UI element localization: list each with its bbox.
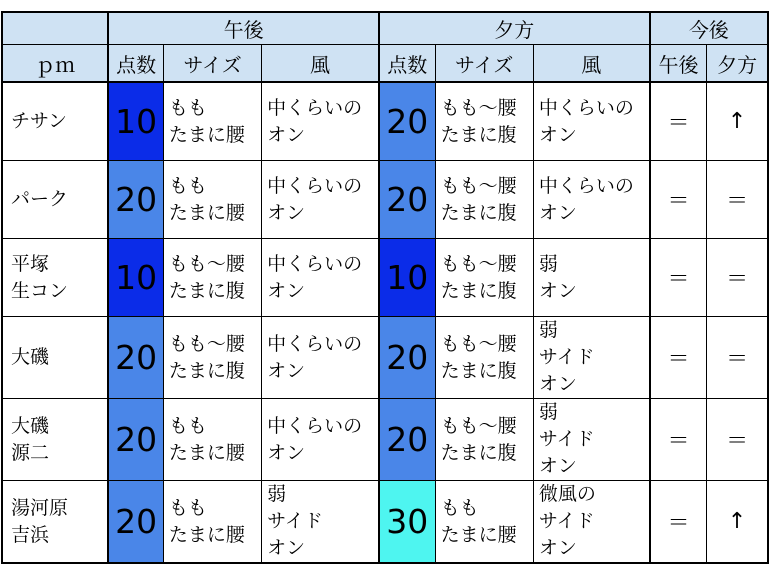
evening-size-cell-line: たまに腰 (440, 523, 517, 546)
pm-size-cell[interactable] (163, 481, 261, 564)
evening-wind-cell-line: オン (538, 279, 577, 302)
pm-wind-cell[interactable] (262, 82, 379, 161)
pm-wind-cell-line: オン (267, 123, 306, 146)
location-cell[interactable] (2, 239, 108, 317)
table-row (2, 317, 768, 399)
table-row (2, 399, 768, 481)
evening-size-cell[interactable] (435, 82, 533, 161)
pm-size-cell-line: たまに腰 (168, 123, 245, 146)
forecast-table (1, 11, 769, 564)
pm-score-cell[interactable]: 20 (108, 317, 163, 399)
evening-score-cell[interactable]: 20 (379, 317, 435, 399)
pm-wind-cell-line: 中くらいの (267, 252, 363, 275)
evening-size-cell[interactable] (435, 161, 533, 239)
evening-size-cell-line: たまに腹 (440, 279, 517, 302)
pm-size-cell[interactable] (163, 317, 261, 399)
trend-evening-cell[interactable]: ↑ (707, 82, 768, 161)
location-cell-line: 湯河原 (11, 496, 69, 519)
location-cell-line: パーク (11, 188, 69, 210)
evening-score-cell[interactable]: 20 (379, 161, 435, 239)
evening-wind-cell-line: オン (538, 455, 577, 477)
pm-wind-cell-line: オン (267, 201, 306, 224)
evening-wind-cell-line: オン (538, 123, 577, 146)
evening-size-cell[interactable] (435, 317, 533, 399)
pm-wind-cell[interactable] (262, 239, 379, 317)
pm-size-cell-line: たまに腹 (168, 279, 245, 302)
evening-score-cell[interactable]: 10 (379, 239, 435, 317)
evening-wind-cell-line: オン (538, 201, 577, 224)
pm-size-cell-line: たまに腰 (168, 523, 245, 546)
evening-score-cell[interactable]: 30 (379, 481, 435, 564)
evening-wind-cell-line: 中くらいの (538, 174, 634, 197)
location-cell[interactable] (2, 161, 108, 239)
pm-wind-cell-line: 中くらいの (267, 414, 363, 437)
location-cell-line: 大磯 (11, 414, 50, 437)
table-row (2, 239, 768, 317)
pm-size-cell[interactable] (163, 399, 261, 481)
trend-evening-cell[interactable]: ＝ (707, 317, 768, 399)
trend-evening-cell[interactable]: ＝ (707, 399, 768, 481)
trend-pm-cell[interactable]: ＝ (650, 161, 707, 239)
table-row (2, 481, 768, 564)
trend-pm-cell[interactable]: ＝ (650, 317, 707, 399)
evening-wind-cell-line: オン (538, 373, 577, 395)
evening-wind-cell[interactable] (533, 317, 649, 399)
group-header-evening[interactable]: 夕方 (379, 12, 650, 45)
trend-pm-cell[interactable]: ＝ (650, 481, 707, 564)
location-cell[interactable] (2, 481, 108, 564)
pm-wind-cell-line: 弱 (267, 483, 287, 505)
trend-pm-cell[interactable]: ＝ (650, 82, 707, 161)
pm-wind-cell-line: オン (267, 441, 306, 464)
pm-size-cell-line: もも (168, 174, 207, 197)
pm-size-cell-line: もも～腰 (168, 332, 245, 355)
col-header-location[interactable]: ｐｍ (2, 45, 108, 83)
evening-wind-cell-line: サイド (538, 510, 595, 532)
evening-wind-cell[interactable] (533, 82, 649, 161)
trend-pm-cell[interactable]: ＝ (650, 399, 707, 481)
location-cell-line: 吉浜 (11, 523, 50, 546)
location-cell-line: 生コン (11, 279, 69, 302)
pm-size-cell-line: たまに腰 (168, 201, 245, 224)
location-cell-line: 大磯 (11, 346, 50, 368)
pm-size-cell-line: たまに腰 (168, 441, 245, 464)
evening-wind-cell-line: サイド (538, 346, 595, 368)
pm-score-cell[interactable]: 10 (108, 239, 163, 317)
pm-wind-cell[interactable] (262, 481, 379, 564)
evening-wind-cell-line: オン (538, 537, 577, 559)
evening-wind-cell[interactable] (533, 399, 649, 481)
location-cell-line: チサン (11, 110, 68, 132)
col-header-trend-evening[interactable]: 夕方 (707, 45, 768, 83)
evening-size-cell[interactable] (435, 399, 533, 481)
location-cell-line: 平塚 (11, 252, 50, 275)
pm-score-cell[interactable]: 10 (108, 82, 163, 161)
evening-size-cell-line: もも (440, 496, 479, 519)
evening-size-cell[interactable] (435, 481, 533, 564)
evening-wind-cell[interactable] (533, 161, 649, 239)
pm-score-cell[interactable]: 20 (108, 481, 163, 564)
pm-size-cell-line: もも (168, 414, 207, 437)
pm-wind-cell[interactable] (262, 161, 379, 239)
table-row (2, 82, 768, 161)
location-cell[interactable] (2, 317, 108, 399)
pm-wind-cell[interactable] (262, 399, 379, 481)
evening-size-cell-line: もも～腰 (440, 96, 517, 119)
pm-wind-cell-line: 中くらいの (267, 174, 363, 197)
evening-size-cell-line: もも～腰 (440, 414, 517, 437)
evening-wind-cell-line: 弱 (538, 252, 558, 275)
evening-wind-cell-line: 中くらいの (538, 96, 634, 119)
col-header-size-pm[interactable]: サイズ (163, 45, 261, 83)
pm-size-cell-line: もも (168, 96, 207, 119)
pm-size-cell[interactable] (163, 239, 261, 317)
pm-wind-cell-line: 中くらいの (267, 96, 363, 119)
evening-wind-cell[interactable] (533, 239, 649, 317)
col-header-score-pm[interactable]: 点数 (108, 45, 163, 83)
col-header-score-evening[interactable]: 点数 (379, 45, 435, 83)
col-header-wind-pm[interactable]: 風 (262, 45, 379, 83)
trend-pm-cell[interactable]: ＝ (650, 239, 707, 317)
evening-size-cell-line: たまに腹 (440, 123, 517, 146)
trend-evening-cell[interactable]: ＝ (707, 239, 768, 317)
group-header-pm[interactable]: 午後 (108, 12, 379, 45)
evening-score-cell[interactable]: 20 (379, 399, 435, 481)
evening-size-cell-line: もも～腰 (440, 252, 517, 275)
pm-wind-cell-line: オン (267, 537, 306, 559)
evening-score-cell[interactable]: 20 (379, 82, 435, 161)
pm-size-cell-line: もも (168, 496, 207, 519)
evening-wind-cell-line: 微風の (538, 483, 596, 505)
evening-size-cell-line: もも～腰 (440, 332, 517, 355)
col-header-wind-evening[interactable]: 風 (533, 45, 649, 83)
corner-cell[interactable] (2, 12, 108, 45)
evening-size-cell[interactable] (435, 239, 533, 317)
evening-size-cell-line: もも～腰 (440, 174, 517, 197)
evening-wind-cell-line: 弱 (538, 319, 558, 341)
evening-wind-cell[interactable] (533, 481, 649, 564)
pm-size-cell[interactable] (163, 161, 261, 239)
trend-evening-cell[interactable]: ↑ (707, 481, 768, 564)
pm-score-cell[interactable]: 20 (108, 399, 163, 481)
pm-size-cell-line: たまに腹 (168, 359, 245, 382)
pm-wind-cell-line: オン (267, 279, 306, 302)
trend-evening-cell[interactable]: ＝ (707, 161, 768, 239)
location-cell[interactable] (2, 399, 108, 481)
evening-size-cell-line: たまに腹 (440, 359, 517, 382)
pm-wind-cell[interactable] (262, 317, 379, 399)
group-header-forecast[interactable]: 今後 (650, 12, 768, 45)
evening-size-cell-line: たまに腹 (440, 201, 517, 224)
evening-wind-cell-line: 弱 (538, 401, 558, 423)
pm-wind-cell-line: オン (267, 359, 306, 382)
pm-wind-cell-line: サイド (267, 510, 323, 532)
table-row (2, 161, 768, 239)
pm-score-cell[interactable]: 20 (108, 161, 163, 239)
pm-wind-cell-line: 中くらいの (267, 332, 363, 355)
pm-size-cell[interactable] (163, 82, 261, 161)
location-cell-line: 源二 (11, 441, 50, 464)
pm-size-cell-line: もも～腰 (168, 252, 245, 275)
location-cell[interactable] (2, 82, 108, 161)
evening-size-cell-line: たまに腹 (440, 441, 517, 464)
col-header-size-evening[interactable]: サイズ (435, 45, 533, 83)
col-header-trend-pm[interactable]: 午後 (650, 45, 707, 83)
evening-wind-cell-line: サイド (538, 428, 595, 450)
